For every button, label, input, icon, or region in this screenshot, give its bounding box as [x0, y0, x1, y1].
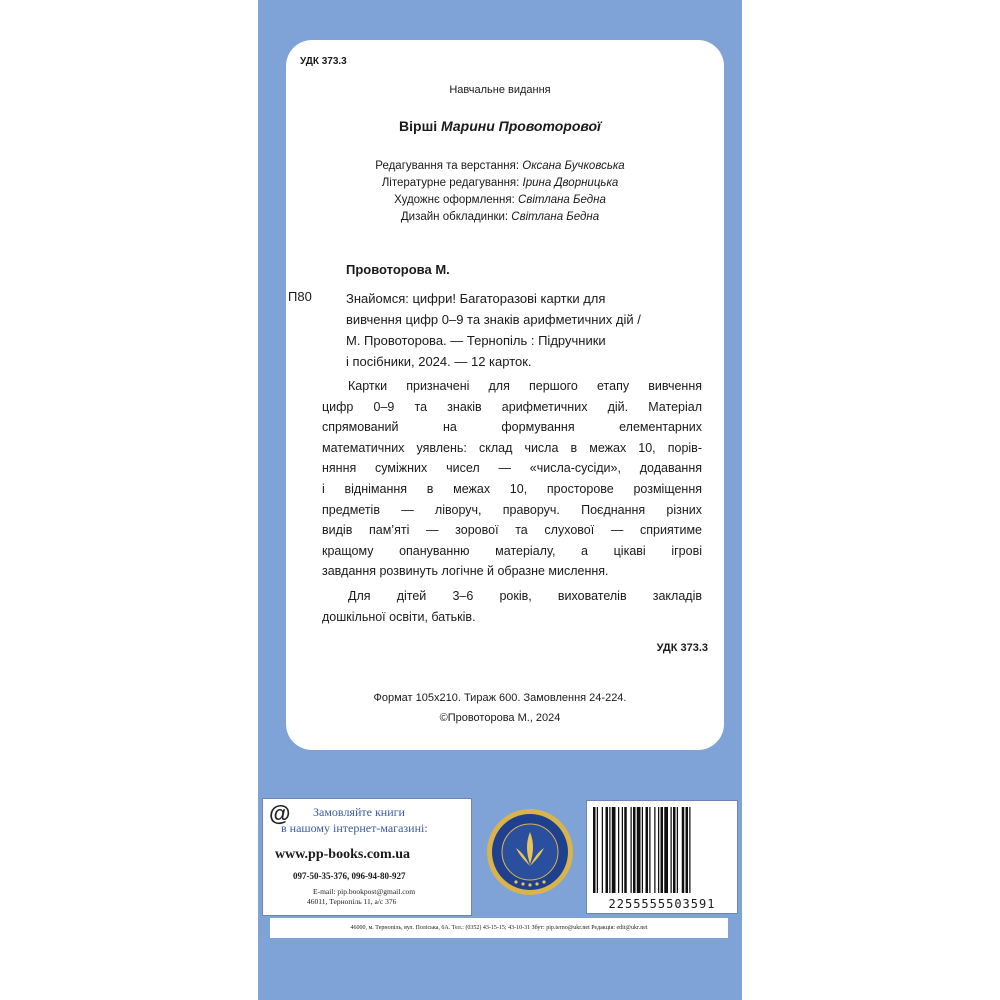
description-line: кращому опануванню матеріалу, а цікаві ігрові — [322, 543, 702, 558]
barcode-bar — [664, 807, 668, 893]
description-line: предметів — ліворуч, праворуч. Поєднання різних — [322, 502, 702, 517]
phone-numbers: 097-50-35-376, 096-94-80-927 — [293, 871, 406, 881]
credit-role: Художнє оформлення: — [394, 194, 519, 206]
description-line: математичних уявлень: склад числа в межах 10, порів- — [322, 440, 702, 455]
barcode-bar — [622, 807, 623, 893]
catalog-code: П80 — [288, 289, 312, 304]
barcode-bar — [612, 807, 616, 893]
bib-line: і посібники, 2024. — 12 карток. — [346, 354, 532, 369]
barcode-bar — [661, 807, 664, 893]
credit-line — [286, 158, 714, 175]
credit-line — [286, 192, 714, 209]
barcode-bar — [609, 807, 610, 893]
email-address: E-mail: pip.bookpost@gmail.com — [313, 887, 416, 896]
imprint-card — [286, 40, 724, 750]
order-line-1: Замовляйте книги — [313, 805, 405, 819]
barcode-bars — [587, 801, 737, 897]
at-sign-icon: @ — [269, 801, 291, 826]
website-link[interactable]: www.pp-books.com.ua — [275, 847, 410, 862]
barcode-bar — [686, 807, 689, 893]
book-title — [286, 118, 714, 134]
audience-paragraph — [322, 586, 702, 627]
barcode-bar — [689, 807, 690, 893]
barcode-bar — [597, 807, 598, 893]
audience-line: дошкільної освіти, батьків. — [322, 609, 476, 624]
barcode-bar — [631, 807, 632, 893]
order-info-box — [262, 798, 472, 916]
description-line: Картки призначені для першого етапу вивчення — [348, 379, 702, 393]
credit-line — [286, 175, 714, 192]
credit-role: Літературне редагування: — [381, 177, 523, 189]
credit-person: Світлана Бедна — [511, 211, 600, 223]
barcode-bar — [618, 807, 619, 893]
description-line: видів пам’яті — зорової та слухової — сприятиме — [322, 523, 702, 538]
postal-address: 46011, Тернопіль 11, а/с 376 — [307, 897, 397, 906]
bib-line: М. Провоторова. — Тернопіль : Підручники — [346, 333, 606, 348]
author-heading: Провоторова М. — [346, 262, 450, 277]
order-line-2: в нашому інтернет-магазині: — [281, 821, 428, 835]
barcode-bar — [637, 807, 641, 893]
udk-code-bottom: УДК 373.3 — [656, 642, 708, 654]
barcode-bar — [646, 807, 649, 893]
barcode-bar — [673, 807, 676, 893]
barcode-bar — [624, 807, 627, 893]
edition-type: Навчальне видання — [449, 84, 551, 96]
barcode — [586, 800, 738, 914]
description-line: цифр 0–9 та знаків арифметичних дій. Матеріал — [322, 399, 702, 414]
quality-seal-icon — [486, 808, 574, 896]
barcode-bar — [677, 807, 678, 893]
barcode-bar — [606, 807, 609, 893]
barcode-bar — [682, 807, 685, 893]
bib-line: Знайомся: цифри! Багаторазові картки для — [346, 291, 606, 306]
barcode-bar — [658, 807, 659, 893]
udk-code-top: УДК 373.3 — [300, 56, 347, 67]
barcode-bar — [671, 807, 672, 893]
bib-line: вивчення цифр 0–9 та знаків арифметичних дій / — [346, 312, 641, 327]
format-line: Формат 105х210. Тираж 600. Замовлення 24-224. — [373, 692, 627, 704]
credit-line — [286, 209, 714, 226]
description-line: і віднімання в межах 10, просторове розміщення — [322, 481, 702, 496]
barcode-bar — [649, 807, 650, 893]
credit-role: Дизайн обкладинки: — [400, 211, 512, 223]
imprint-info — [286, 688, 714, 728]
copyright-line: ©Провоторова М., 2024 — [439, 712, 561, 724]
title-prefix: Вірші — [399, 118, 442, 134]
barcode-bar — [654, 807, 655, 893]
description-paragraph — [322, 376, 702, 582]
barcode-number: 2255555503591 — [608, 897, 716, 911]
description-line: няння суміжних чисел — «числа-сусіди», додавання — [322, 461, 702, 476]
barcode-bar — [593, 807, 596, 893]
bibliographic-record — [346, 288, 702, 372]
barcode-bar — [633, 807, 636, 893]
credit-role: Редагування та верстання: — [375, 160, 523, 172]
publisher-footer: 46000, м. Тернопіль, вул. Поліська, 6А. Тел.: (0352) 43-15-15; 43-10-31 Збут: pip.terno@ukr.net Редакція: edit@ukr.net — [270, 918, 728, 938]
title-author-name: Марини Провоторової — [441, 118, 601, 134]
audience-line: Для дітей 3–6 років, вихователів закладів — [348, 589, 702, 603]
description-line: спрямований на формування елементарних — [322, 420, 702, 435]
credit-person: Світлана Бедна — [518, 194, 606, 206]
credits-block — [286, 158, 714, 226]
credit-person: Оксана Бучковська — [522, 160, 625, 172]
barcode-bar — [642, 807, 643, 893]
barcode-bar — [602, 807, 603, 893]
credit-person: Ірина Дворницька — [522, 177, 619, 189]
description-line: завдання розвинуть логічне й образне мислення. — [322, 564, 609, 579]
